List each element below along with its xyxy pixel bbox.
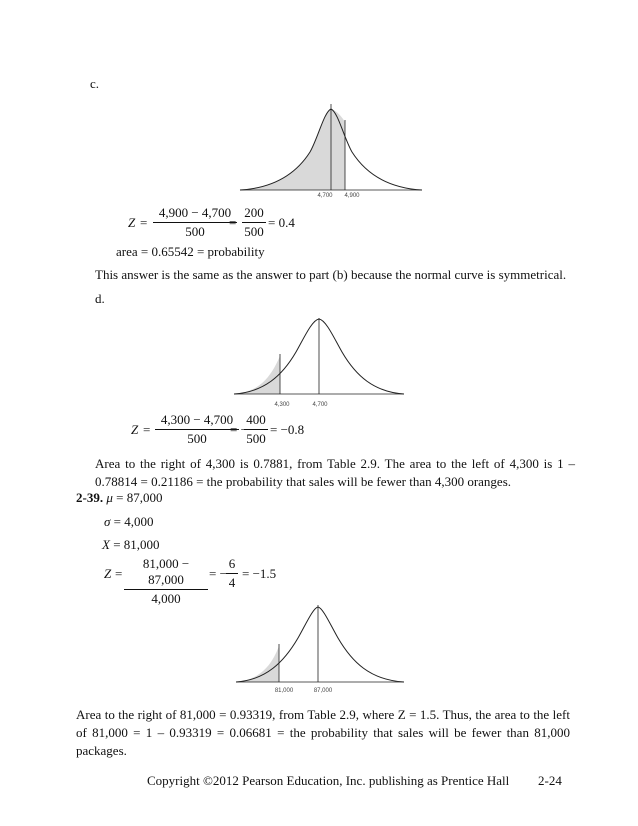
footer-page-number: 2-24 [538,773,562,788]
problem-eq1: = [115,566,123,581]
part-c-area: area = 0.65542 = probability [116,244,265,259]
part-d-shaded-area [234,356,280,394]
sigma-symbol: σ [104,514,111,529]
x-value: = 81,000 [113,537,160,552]
part-c-tick-label: 4,700 [317,193,333,199]
part-d-tick-label: 4,300 [274,402,290,408]
part-d-fraction-1 [155,412,239,447]
problem-fraction-2-denominator: 4 [228,575,236,590]
problem-tick-label: 81,000 [274,688,294,694]
x-symbol: X [102,537,110,552]
part-c-label: c. [90,76,100,91]
problem-z-label: Z [104,566,112,581]
sigma-line [104,514,154,530]
problem-tick-label: 87,000 [313,688,333,694]
problem-result: = −1.5 [242,566,277,581]
sigma-value: = 4,000 [113,514,154,529]
problem-text: Area to the right of 81,000 = 0.93319, from Table 2.9, where Z = 1.5. Thus, the area to the left of 81,000 = 1 – 0.93319 = 0.06681 = the probability that sales will be fewer than 81,000 packages. [76,707,570,758]
part-d-fraction-2-numerator: 400 [244,412,268,430]
footer-copyright: Copyright ©2012 Pearson Education, Inc. publishing as Prentice Hall [147,773,510,788]
part-c-normal-curve [234,104,434,204]
part-c-eq1: = [140,215,148,230]
part-d-label: d. [95,291,105,306]
problem-eq2: = − [209,566,227,581]
part-c-tick-label: 4,900 [344,193,360,199]
problem-shaded-area [236,646,279,682]
problem-label: 2-39. [76,490,104,505]
part-d-normal-curve [228,316,428,416]
part-c-shaded-area [240,109,331,190]
part-c-note: This answer is the same as the answer to part (b) because the normal curve is symmetrical. [95,267,567,282]
problem-normal-curve [230,600,430,700]
part-d-fraction-1-denominator: 500 [187,431,207,446]
part-d-text: Area to the right of 4,300 is 0.7881, from Table 2.9. The area to the left of 4,300 is 1 – 0.78814 = 0.21186 = the probability that sales will be fewer than 4,300 oranges. [95,456,575,489]
problem-fraction-1-denominator: 4,000 [151,591,181,606]
part-c-fraction-1-numerator: 4,900 − 4,700 [153,205,237,223]
problem-fraction-1-numerator: 81,000 − 87,000 [124,556,208,590]
part-c-fraction-1 [153,205,237,240]
mu-value: = 87,000 [116,490,163,505]
part-c-fraction-2 [242,205,266,240]
part-c-eq2: = [229,215,237,230]
problem-fraction-2-numerator: 6 [226,556,238,574]
problem-2-39-header [76,490,162,506]
part-d-z-label: Z [131,422,139,437]
part-c-z-label: Z [128,215,136,230]
part-d-fraction-2-denominator: 500 [246,431,266,446]
part-c-result: = 0.4 [268,215,295,230]
problem-fraction-2 [226,556,238,591]
x-line [102,537,160,553]
mu-symbol: μ [106,490,113,505]
part-d-eq1: = [143,422,151,437]
part-d-tick-label: 4,700 [312,402,328,408]
part-d-fraction-2 [244,412,268,447]
part-c-fraction-2-denominator: 500 [244,224,264,239]
part-c-fraction-2-numerator: 200 [242,205,266,223]
problem-curve-line [236,607,404,682]
part-d-eq2: = − [230,422,248,437]
problem-fraction-1 [124,556,208,607]
part-c-shaded-area-extra [331,109,345,190]
part-c-fraction-1-denominator: 500 [185,224,205,239]
part-d-fraction-1-numerator: 4,300 − 4,700 [155,412,239,430]
part-d-result: = −0.8 [270,422,305,437]
